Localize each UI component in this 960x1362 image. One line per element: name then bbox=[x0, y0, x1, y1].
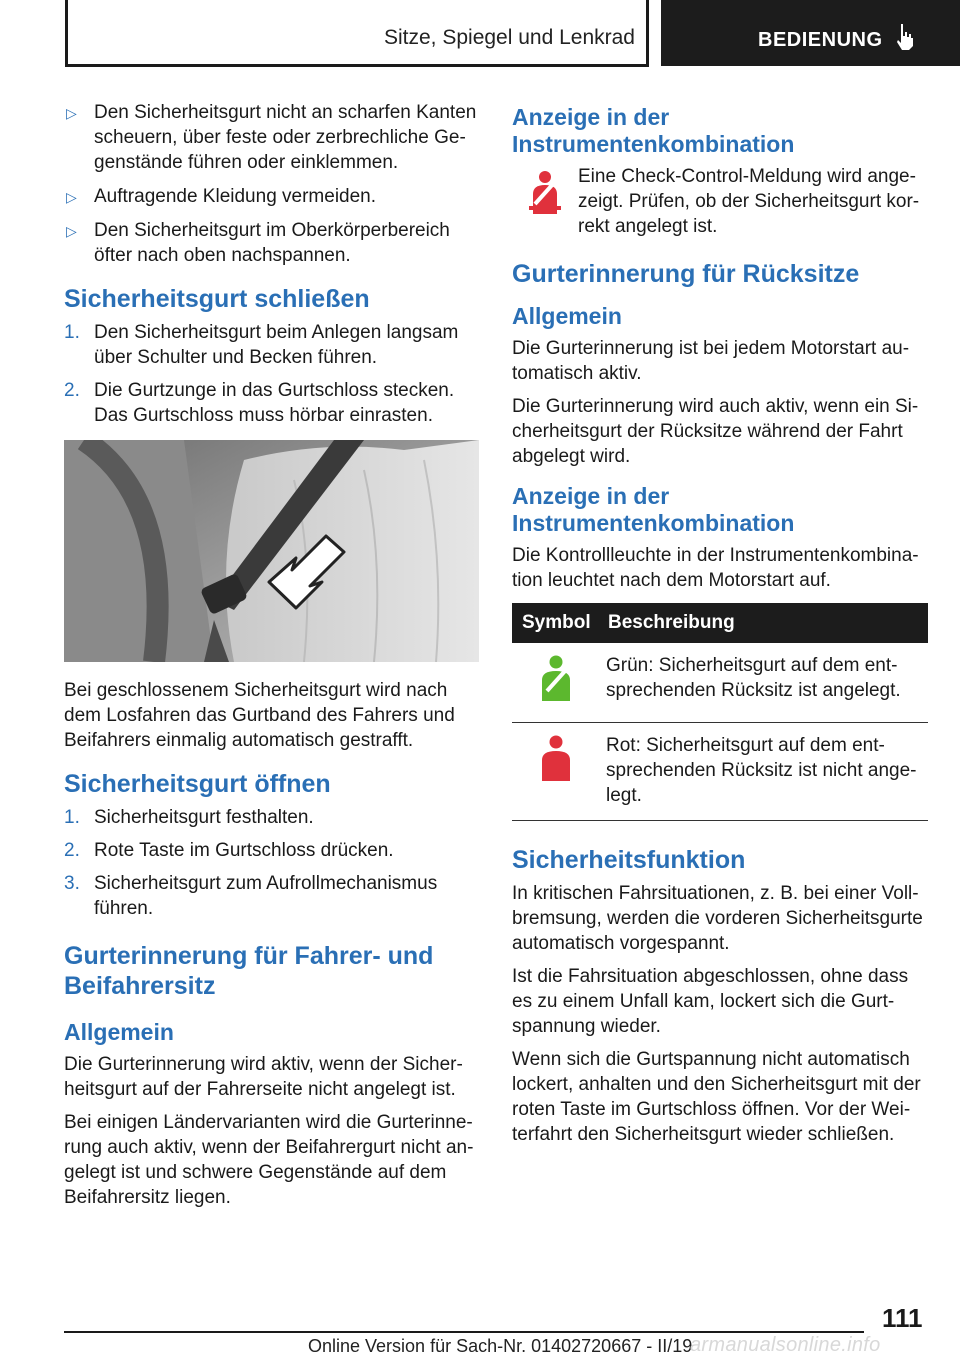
close-steps bbox=[64, 320, 479, 428]
table-header-description: Beschreibung bbox=[598, 603, 928, 643]
hand-pointer-icon bbox=[894, 22, 916, 52]
page-number: 111 bbox=[882, 1303, 923, 1333]
list-item: 3. Sicherheitsgurt zum Aufrollmechanismus führen. bbox=[64, 873, 438, 919]
general-paragraph-1: Die Gurterinnerung wird aktiv, wenn der Sicherheitsgurt auf der Fahrerseite nicht angelegt ist. bbox=[64, 1054, 463, 1100]
safety-paragraph-3: Wenn sich die Gurtspannung nicht automatisch lockert, anhalten und den Sicherheitsgurt mit der roten Taste im Gurtschloss öffnen. Vor der Weiterfahrt den Sicherheitsgurt wieder schließen. bbox=[512, 1049, 921, 1145]
watermark-logo: armanualsonline.info bbox=[690, 1334, 881, 1356]
open-steps bbox=[64, 805, 479, 921]
general-paragraph-2: Bei einigen Ländervarianten wird die Gurterinnerung auch aktiv, wenn der Beifahrergurt nicht angelegt ist und schwere Gegenstände auf dem Beifahrersitz liegen. bbox=[64, 1112, 474, 1208]
heading-front-reminder: Gurterinnerung für Fahrer- und Beifahrersitz bbox=[64, 942, 434, 1000]
header-frame-left bbox=[65, 0, 68, 66]
header-frame-right bbox=[646, 0, 649, 66]
check-control-row bbox=[512, 164, 928, 239]
header-frame-bottom bbox=[65, 64, 649, 67]
list-item: 2. Rote Taste im Gurtschloss drücken. bbox=[64, 840, 394, 861]
seatbelt-warning-icon bbox=[527, 170, 563, 216]
left-column bbox=[64, 100, 479, 1218]
symbol-table bbox=[512, 603, 928, 821]
warning-list bbox=[64, 100, 479, 268]
footer-rule bbox=[64, 1331, 864, 1333]
tightening-note: Bei geschlossenem Sicherheitsgurt wird nach dem Losfahren das Gurtband des Fahrers und Beifahrers einmalig automatisch gestrafft. bbox=[64, 680, 455, 751]
list-item: 1. Sicherheitsgurt festhalten. bbox=[64, 807, 314, 828]
heading-rear-display: Anzeige in der Instrumentenkombination bbox=[512, 483, 795, 536]
heading-rear-reminder: Gurterinnerung für Rücksitze bbox=[512, 260, 860, 288]
list-item: ▷ Auftragende Kleidung vermeiden. bbox=[64, 184, 479, 209]
triangle-bullet-icon: ▷ bbox=[66, 189, 77, 205]
row-description: Grün: Sicherheitsgurt auf dem entsprechenden Rücksitz ist angelegt. bbox=[598, 643, 928, 723]
heading-close-belt: Sicherheitsgurt schließen bbox=[64, 285, 370, 313]
row-description: Rot: Sicherheitsgurt auf dem entsprechenden Rücksitz ist nicht angelegt. bbox=[598, 723, 928, 821]
list-item: ▷ Den Sicherheitsgurt im Oberkörperbereich öfter nach oben nachspannen. bbox=[66, 220, 450, 266]
heading-general: Allgemein bbox=[64, 1019, 174, 1045]
rear-paragraph-1: Die Gurterinnerung ist bei jedem Motorstart automatisch aktiv. bbox=[512, 338, 910, 384]
chapter-label: BEDIENUNG bbox=[758, 29, 883, 51]
table-header-symbol: Symbol bbox=[512, 603, 598, 643]
triangle-bullet-icon: ▷ bbox=[66, 223, 77, 239]
rear-paragraph-2: Die Gurterinnerung wird auch aktiv, wenn ein Sicherheitsgurt der Rücksitze während der Fahrt abgelegt wird. bbox=[512, 396, 919, 467]
right-column bbox=[512, 100, 928, 1155]
heading-open-belt: Sicherheitsgurt öffnen bbox=[64, 770, 331, 798]
safety-paragraph-1: In kritischen Fahrsituationen, z. B. bei einer Vollbremsung, werden die vorderen Sicherheitsgurte automatisch vorgespannt. bbox=[512, 883, 923, 954]
list-item: 1. Den Sicherheitsgurt beim Anlegen langsam über Schulter und Becken führen. bbox=[64, 322, 459, 368]
seatbelt-buckle-photo bbox=[64, 440, 479, 662]
triangle-bullet-icon: ▷ bbox=[66, 105, 77, 121]
seatbelt-green-icon bbox=[538, 655, 574, 703]
check-control-text: Eine Check-Control-Meldung wird angezeigt. Prüfen, ob der Sicherheitsgurt korrekt angelegt ist. bbox=[578, 166, 920, 237]
rear-display-text: Die Kontrollleuchte in der Instrumentenkombination leuchtet nach dem Motorstart auf. bbox=[512, 545, 919, 591]
chapter-tab[interactable] bbox=[661, 0, 960, 66]
table-row bbox=[512, 723, 928, 821]
list-item: ▷ Den Sicherheitsgurt nicht an scharfen Kanten scheuern, über feste oder zerbrechliche Gegenstände führen oder einklemmen. bbox=[66, 102, 477, 173]
table-row bbox=[512, 643, 928, 723]
section-title: Sitze, Spiegel und Lenkrad bbox=[383, 26, 635, 49]
online-version-text: Online Version für Sach-Nr. 01402720667 - II/19 bbox=[308, 1336, 693, 1356]
heading-display: Anzeige in der Instrumentenkombination bbox=[512, 104, 795, 157]
seatbelt-red-icon bbox=[538, 735, 574, 783]
safety-paragraph-2: Ist die Fahrsituation abgeschlossen, ohne dass es zu einem Unfall kam, lockert sich die Gurtspannung wieder. bbox=[512, 966, 909, 1037]
heading-safety: Sicherheitsfunktion bbox=[512, 846, 746, 874]
heading-rear-general: Allgemein bbox=[512, 303, 622, 329]
list-item: 2. Die Gurtzunge in das Gurtschloss stecken. Das Gurtschloss muss hörbar einrasten. bbox=[64, 380, 455, 426]
